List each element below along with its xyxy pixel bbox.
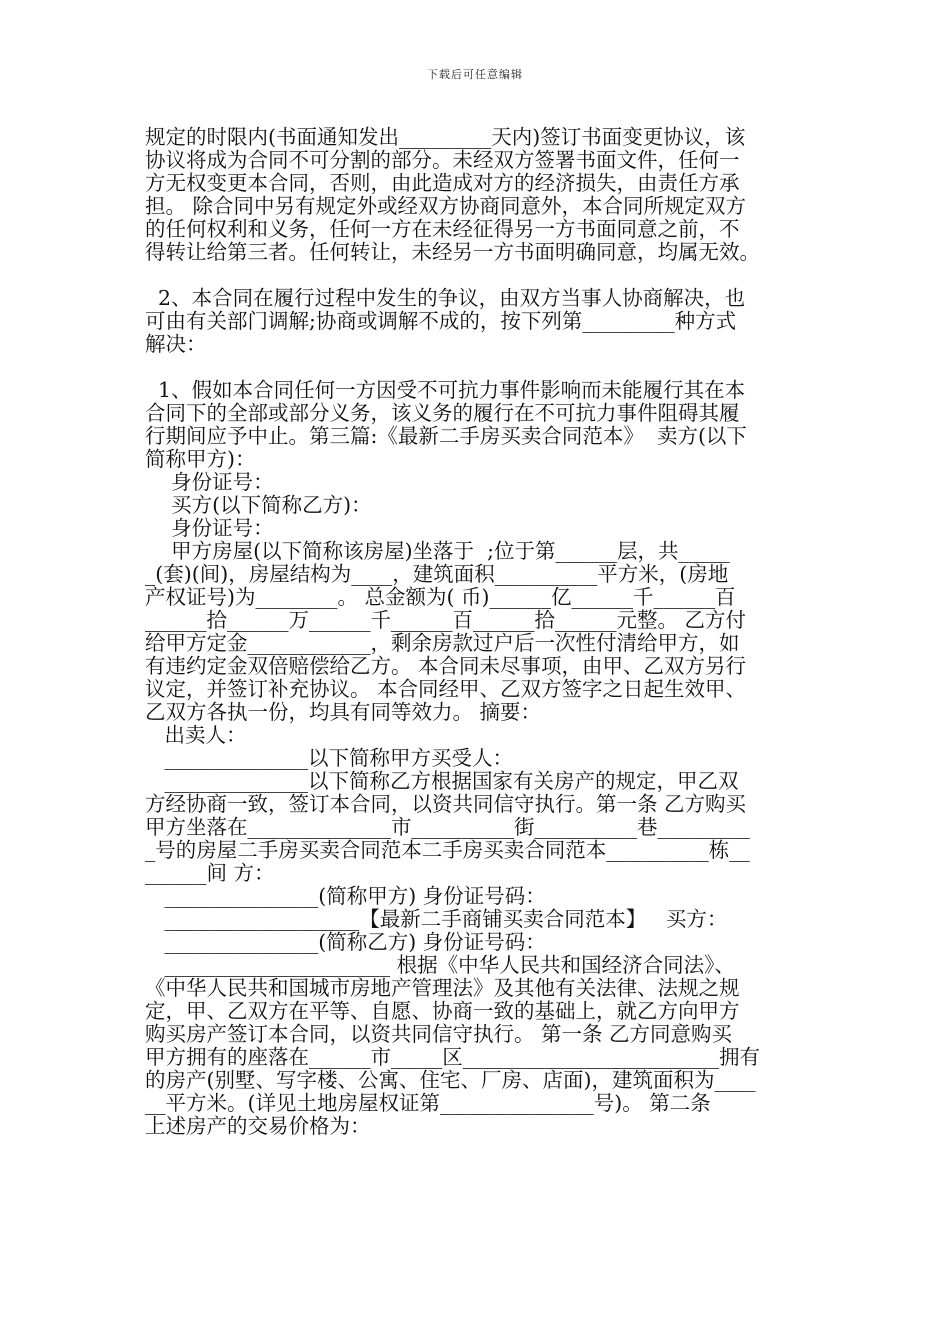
text-line: 乙双方各执一份，均具有同等效力。 摘要： bbox=[145, 701, 542, 724]
text-line: 得转让给第三者。任何转让，未经另一方书面明确同意，均属无效。 bbox=[145, 241, 760, 264]
text-line: 的任何权利和义务，任何一方在未经征得另一方书面同意之前，不 bbox=[145, 218, 740, 241]
text-line: 简称甲方)： bbox=[145, 448, 256, 471]
text-line: _(套)(间)，房屋结构为____，建筑面积__________平方米，(房地 bbox=[145, 563, 729, 586]
text-line: 身份证号： bbox=[145, 517, 274, 540]
text-line: ______拾______万______千______百______拾______元整。 乙方付 bbox=[145, 609, 747, 632]
text-line: 甲方房屋(以下简称该房屋)坐落于 ;位于第______层，共_____ bbox=[145, 540, 730, 563]
text-line: ______________________ 根据《中华人民共和国经济合同法》、 bbox=[145, 954, 735, 977]
text-line: 给甲方定金____________，剩余房款过户后一次性付清给甲方，如 bbox=[145, 632, 740, 655]
text-line: 可由有关部门调解;协商或调解不成的，按下列第_________种方式 bbox=[145, 310, 737, 333]
text-line: 买方(以下简称乙方)： bbox=[145, 494, 372, 517]
text-line: 甲方拥有的座落在______市_____区_________________________拥有 bbox=[145, 1046, 760, 1069]
text-line: ___________________【最新二手商铺买卖合同范本】 买方： bbox=[145, 908, 728, 931]
text-line: _______________(简称甲方) 身份证号码： bbox=[145, 885, 546, 908]
text-line: 甲方坐落在______________市__________街__________巷_________ bbox=[145, 816, 750, 839]
text-line: 方经协商一致，签订本合同，以资共同信守执行。第一条 乙方购买 bbox=[145, 793, 747, 816]
text-line: 产权证号)为________。 总金额为( 币)______亿______千______百 bbox=[145, 586, 736, 609]
text-line: 1、假如本合同任何一方因受不可抗力事件影响而未能履行其在本 bbox=[145, 379, 746, 402]
text-line: 行期间应予中止。第三篇:《最新二手房买卖合同范本》 卖方(以下 bbox=[145, 425, 747, 448]
text-line: 身份证号： bbox=[145, 471, 274, 494]
text-line: 购买房产签订本合同，以资共同信守执行。 第一条 乙方同意购买 bbox=[145, 1023, 733, 1046]
text-line: 担。 除合同中另有规定外或经双方协商同意外，本合同所规定双方 bbox=[145, 195, 747, 218]
text-line: 《中华人民共和国城市房地产管理法》及其他有关法律、法规之规 bbox=[145, 977, 740, 1000]
text-line: _______________(简称乙方) 身份证号码： bbox=[145, 931, 546, 954]
text-line: _号的房屋二手房买卖合同范本二手房买卖合同范本__________栋__ bbox=[145, 839, 750, 862]
document-body bbox=[145, 126, 807, 1138]
text-line: 解决： bbox=[145, 333, 207, 356]
text-line: 的房产(别墅、写字楼、公寓、住宅、厂房、店面)，建筑面积为____ bbox=[145, 1069, 756, 1092]
text-line: 合同下的全部或部分义务，该义务的履行在不可抗力事件阻碍其履 bbox=[145, 402, 740, 425]
text-line: 有违约定金双倍赔偿给乙方。 本合同未尽事项，由甲、乙双方另行 bbox=[145, 655, 747, 678]
text-line: 规定的时限内(书面通知发出_________天内)签订书面变更协议，该 bbox=[145, 126, 746, 149]
text-line: 议定，并签订补充协议。 本合同经甲、乙双方签字之日起生效甲、 bbox=[145, 678, 747, 701]
text-line: ______间 方： bbox=[145, 862, 275, 885]
text-line: ______________以下简称甲方买受人： bbox=[145, 747, 514, 770]
text-line: 方无权变更本合同，否则，由此造成对方的经济损失，由责任方承 bbox=[145, 172, 740, 195]
text-line: 定，甲、乙双方在平等、自愿、协商一致的基础上，就乙方向甲方 bbox=[145, 1000, 740, 1023]
text-line: 上述房产的交易价格为： bbox=[145, 1115, 371, 1138]
text-line: 协议将成为合同不可分割的部分。未经双方签署书面文件，任何一 bbox=[145, 149, 740, 172]
text-line: 出卖人： bbox=[145, 724, 247, 747]
text-line: __平方米。(详见土地房屋权证第_______________号)。 第二条 bbox=[145, 1092, 711, 1115]
text-line: ______________以下简称乙方根据国家有关房产的规定，甲乙双 bbox=[145, 770, 739, 793]
page-header: 下载后可任意编辑 bbox=[427, 68, 523, 81]
paragraph-gap bbox=[145, 264, 807, 287]
paragraph-gap bbox=[145, 356, 807, 379]
text-line: 2、本合同在履行过程中发生的争议，由双方当事人协商解决，也 bbox=[145, 287, 746, 310]
